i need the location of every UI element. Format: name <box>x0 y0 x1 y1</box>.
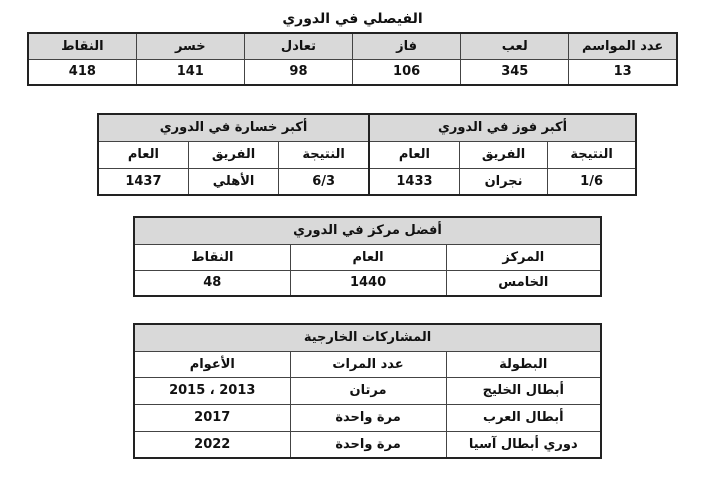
header-seasons: عدد المواسم <box>569 33 677 59</box>
header-points: النقاط <box>28 33 136 59</box>
win-header-result: النتيجة <box>548 141 636 168</box>
league-header-row <box>28 33 677 59</box>
external-table <box>133 323 602 459</box>
participation-count: مرة واحدة <box>290 431 446 458</box>
header-lost: خسر <box>136 33 244 59</box>
best-header-points: النقاط <box>134 244 290 270</box>
league-values-row <box>28 59 677 85</box>
value-lost: 141 <box>136 59 244 85</box>
loss-header-team: الفريق <box>188 141 278 168</box>
loss-header-result: النتيجة <box>279 141 369 168</box>
win-value-team: نجران <box>459 168 547 195</box>
participation-years: 2017 <box>134 404 290 431</box>
win-header-team: الفريق <box>459 141 547 168</box>
best-position-values-row <box>134 270 601 296</box>
best-position-table <box>133 216 602 297</box>
participation-years: 2022 <box>134 431 290 458</box>
external-header-count: عدد المرات <box>290 351 446 377</box>
participation-count: مرتان <box>290 377 446 404</box>
win-value-year: 1433 <box>369 168 459 195</box>
value-won: 106 <box>353 59 461 85</box>
records-caption-row <box>98 114 636 141</box>
header-drawn: تعادل <box>244 33 352 59</box>
external-header-row <box>134 351 601 377</box>
participation-years: 2013 ، 2015 <box>134 377 290 404</box>
records-header-row <box>98 141 636 168</box>
best-value-points: 48 <box>134 270 290 296</box>
loss-value-year: 1437 <box>98 168 188 195</box>
external-title: المشاركات الخارجية <box>134 324 601 351</box>
loss-value-team: الأهلي <box>188 168 278 195</box>
biggest-win-title: أكبر فوز في الدوري <box>369 114 636 141</box>
table-row <box>134 377 601 404</box>
external-header-years: الأعوام <box>134 351 290 377</box>
records-values-row <box>98 168 636 195</box>
best-header-position: المركز <box>446 244 601 270</box>
tournament-name: أبطال العرب <box>446 404 601 431</box>
participation-count: مرة واحدة <box>290 404 446 431</box>
table-row <box>134 404 601 431</box>
value-drawn: 98 <box>244 59 352 85</box>
tournament-name: أبطال الخليج <box>446 377 601 404</box>
league-title: الفيصلي في الدوري <box>282 11 423 27</box>
tournament-name: دوري أبطال آسيا <box>446 431 601 458</box>
best-position-title: أفضل مركز في الدوري <box>134 217 601 244</box>
external-header-tournament: البطولة <box>446 351 601 377</box>
header-played: لعب <box>461 33 569 59</box>
win-value-result: 1/6 <box>548 168 636 195</box>
value-played: 345 <box>461 59 569 85</box>
header-won: فاز <box>353 33 461 59</box>
value-seasons: 13 <box>569 59 677 85</box>
loss-value-result: 6/3 <box>279 168 369 195</box>
value-points: 418 <box>28 59 136 85</box>
best-position-caption-row <box>134 217 601 244</box>
best-header-year: العام <box>290 244 446 270</box>
biggest-loss-title: أكبر خسارة في الدوري <box>98 114 369 141</box>
table-row <box>134 431 601 458</box>
best-position-header-row <box>134 244 601 270</box>
win-header-year: العام <box>369 141 459 168</box>
best-value-position: الخامس <box>446 270 601 296</box>
records-table <box>97 113 637 196</box>
league-table <box>27 32 678 86</box>
external-caption-row <box>134 324 601 351</box>
best-value-year: 1440 <box>290 270 446 296</box>
loss-header-year: العام <box>98 141 188 168</box>
